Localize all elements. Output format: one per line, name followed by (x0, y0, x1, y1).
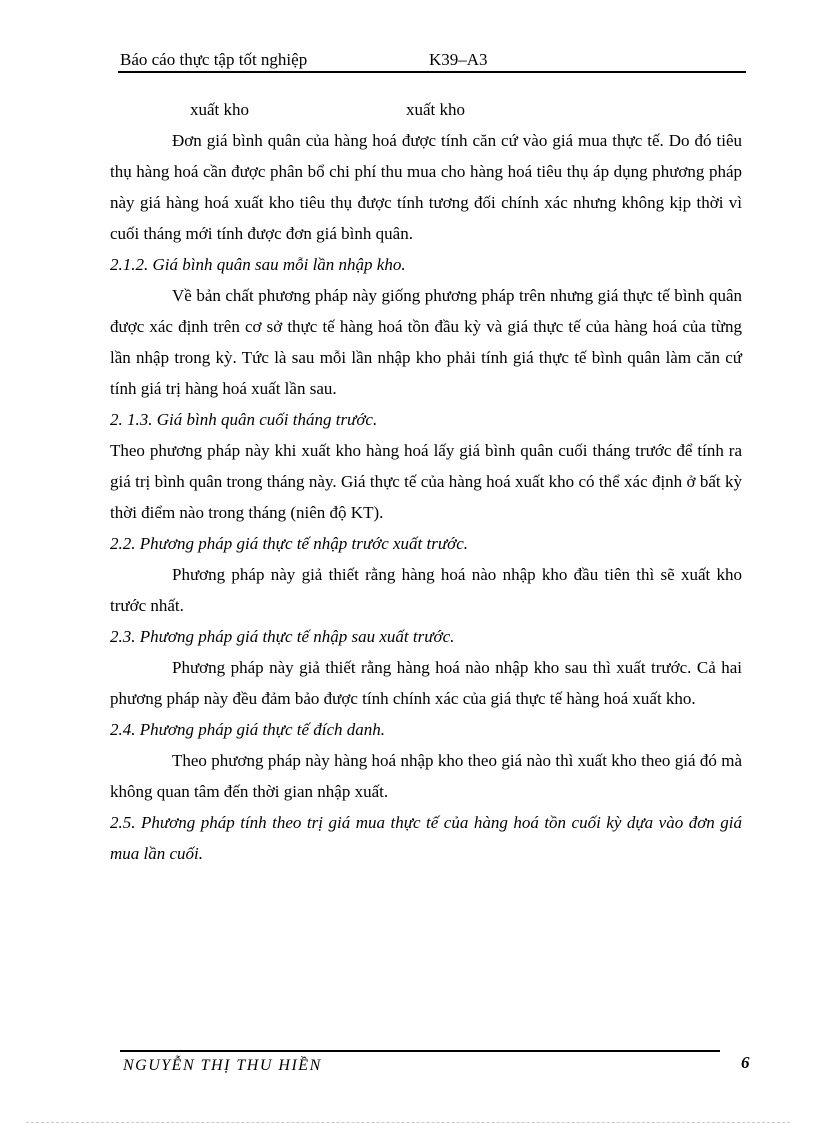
section-heading: 2.1.2. Giá bình quân sau mỗi lần nhập kho. (110, 255, 406, 274)
paragraph: Theo phương pháp này khi xuất kho hàng hoá lấy giá bình quân cuối tháng trước để tính ra giá trị bình quân trong tháng này. Giá thực tế của hàng hoá xuất kho có thể xác định ở bất kỳ thời điểm nào trong tháng (niên độ KT). (110, 441, 742, 522)
footer-divider (120, 1050, 720, 1052)
footer-author: NGUYỄN THỊ THU HIỀN (123, 1057, 322, 1074)
paragraph: Phương pháp này giả thiết rằng hàng hoá nào nhập kho sau thì xuất trước. Cả hai phương pháp này đều đảm bảo được tính chính xác của giá thực tế hàng hoá xuất kho. (110, 658, 742, 708)
section-heading: 2.3. Phương pháp giá thực tế nhập sau xuất trước. (110, 627, 455, 646)
section-heading: 2. 1.3. Giá bình quân cuối tháng trước. (110, 410, 378, 429)
paragraph: Về bản chất phương pháp này giống phương pháp trên nhưng giá thực tế bình quân được xác định trên cơ sở thực tế hàng hoá tồn đầu kỳ và giá thực tế của hàng hoá của từng lần nhập trong kỳ. Tức là sau mỗi lần nhập kho phải tính giá thực tế bình quân làm căn cứ tính giá trị hàng hoá xuất lần sau. (110, 286, 742, 398)
continuation-col-1: xuất kho (190, 100, 250, 119)
header-class-code: K39–A3 (429, 50, 488, 69)
paragraph: Phương pháp này giả thiết rằng hàng hoá nào nhập kho đầu tiên thì sẽ xuất kho trước nhất. (110, 565, 742, 615)
header-divider (118, 71, 746, 73)
section-heading: 2.2. Phương pháp giá thực tế nhập trước xuất trước. (110, 534, 468, 553)
header-report-title: Báo cáo thực tập tốt nghiệp (120, 50, 308, 69)
paragraph: Theo phương pháp này hàng hoá nhập kho theo giá nào thì xuất kho theo giá đó mà không quan tâm đến thời gian nhập xuất. (110, 751, 742, 801)
paragraph: Đơn giá bình quân của hàng hoá được tính căn cứ vào giá mua thực tế. Do đó tiêu thụ hàng hoá cần được phân bổ chi phí thu mua cho hàng hoá tiêu thụ áp dụng phương pháp này giá hàng hoá xuất kho tiêu thụ được tính tương đối chính xác nhưng không kịp thời vì cuối tháng mới tính được đơn giá bình quân. (110, 131, 742, 243)
page-number: 6 (741, 1053, 750, 1072)
continuation-line (110, 94, 742, 125)
section-heading: 2.4. Phương pháp giá thực tế đích danh. (110, 720, 386, 739)
document-body (110, 94, 742, 869)
page-header (120, 48, 745, 72)
continuation-col-2: xuất kho (406, 100, 466, 119)
section-heading: 2.5. Phương pháp tính theo trị giá mua thực tế của hàng hoá tồn cuối kỳ dựa vào đơn giá mua lần cuối. (110, 813, 742, 863)
